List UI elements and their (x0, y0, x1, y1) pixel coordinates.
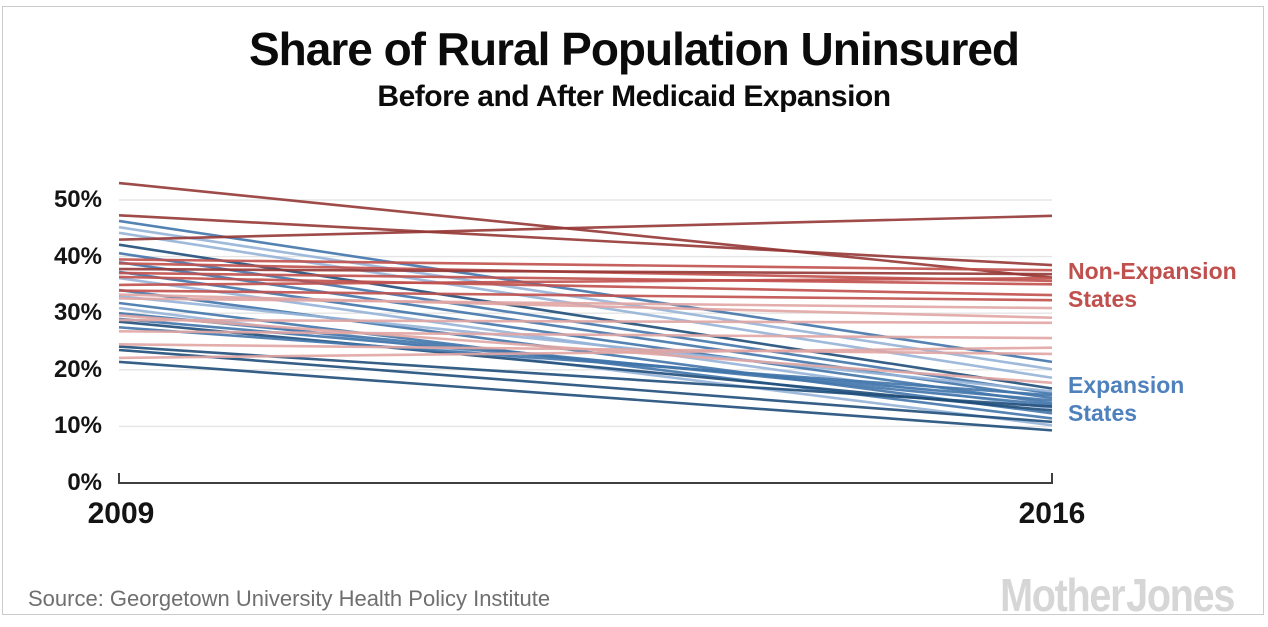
legend-expansion-line1: Expansion (1068, 372, 1185, 398)
y-tick-label: 20% (53, 355, 102, 383)
slope-line (119, 183, 1052, 278)
y-tick-label: 30% (53, 299, 102, 327)
y-tick-label: 40% (53, 242, 102, 270)
slope-line (119, 215, 1052, 265)
legend-expansion-line2: States (1068, 400, 1138, 426)
legend-expansion-states (1068, 371, 1264, 427)
source-note: Source: Georgetown University Health Policy Institute (28, 586, 551, 611)
chart-subtitle: Before and After Medicaid Expansion (377, 80, 891, 113)
x-tick-label-2009: 2009 (87, 497, 155, 530)
y-tick-label: 10% (53, 412, 102, 440)
y-tick-label: 0% (67, 469, 102, 496)
legend-non-expansion-line1: Non-Expansion (1068, 258, 1237, 284)
x-tick-label-2016: 2016 (1018, 497, 1086, 530)
legend-non-expansion-states (1068, 257, 1264, 313)
slope-line (119, 320, 1052, 323)
slope-line (119, 216, 1052, 240)
chart-title: Share of Rural Population Uninsured (248, 23, 1020, 75)
legend-non-expansion-line2: States (1068, 286, 1138, 312)
y-tick-label: 50% (53, 186, 102, 213)
mother-jones-logo: Mother Jones (1000, 569, 1234, 621)
